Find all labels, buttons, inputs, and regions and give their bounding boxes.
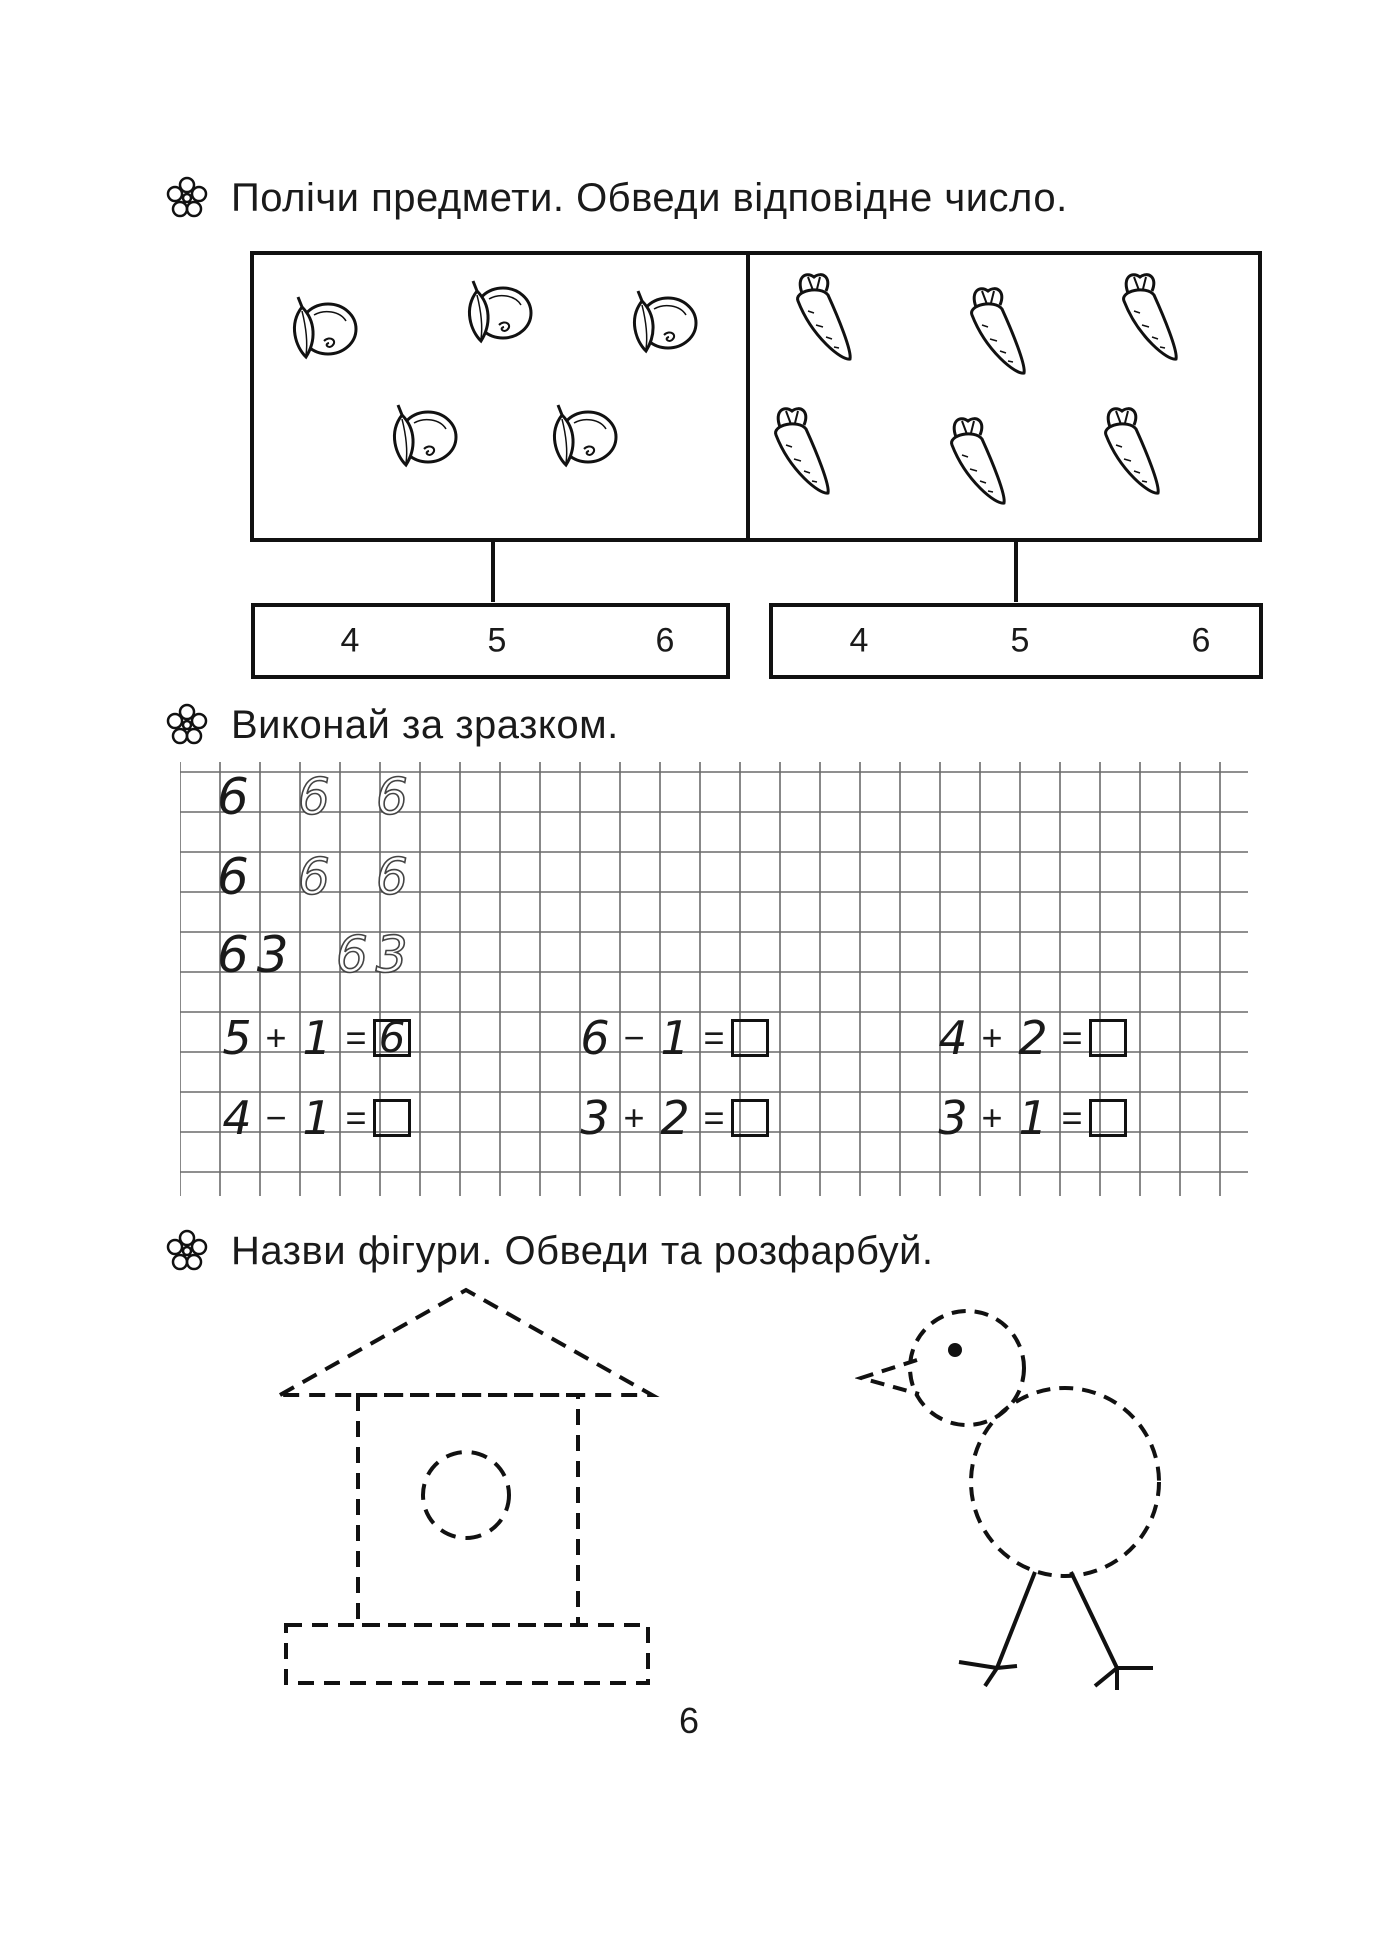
equation: 4 − 1 = [217,1086,411,1150]
chick-figure[interactable] [855,1290,1215,1690]
answer-box[interactable] [731,1019,769,1057]
equation: 5 + 1 = 6 [217,1006,411,1070]
body-rectangle [358,1395,578,1625]
traced-digit[interactable]: 6 [298,848,330,906]
flower-icon [165,176,209,220]
carrots-group [750,255,1258,538]
traced-digit[interactable]: 6 [298,768,330,826]
carrot-image [972,289,1025,373]
plum-image [554,405,616,465]
left-number-options [251,603,730,679]
body-circle [971,1388,1159,1576]
traced-digit[interactable]: 6 3 [336,926,404,984]
number-option[interactable]: 4 [340,621,360,660]
answer-box[interactable] [1089,1099,1127,1137]
task-count-instruction: Полічи предмети. Обведи відповідне число. [231,175,1068,220]
answer-box[interactable] [731,1099,769,1137]
page-number: 6 [678,1700,700,1741]
task-copy-heading [165,695,619,755]
answer-box[interactable] [1089,1019,1127,1057]
flower-icon [165,1229,209,1273]
connector-line [1014,542,1018,602]
plum-image [634,291,696,351]
traced-digit[interactable]: 6 [376,768,408,826]
task-count-heading [165,168,1068,228]
right-number-options [769,603,1263,679]
carrot-image [1106,409,1159,493]
number-option[interactable]: 5 [1010,621,1030,660]
equation: 3 + 1 = [933,1086,1127,1150]
answer-box[interactable]: 6 [373,1019,411,1057]
task-shapes-instruction: Назви фігури. Обведи та розфарбуй. [231,1228,934,1273]
plum-image [394,405,456,465]
sample-digit: 6 [217,848,249,906]
roof-triangle [280,1290,652,1395]
eye-dot [948,1343,962,1357]
plum-image [294,297,356,357]
plum-image [469,281,531,341]
carrot-image [798,275,851,359]
carrot-image [1124,275,1177,359]
number-option[interactable]: 6 [655,621,675,660]
connector-line [491,542,495,602]
plums-group [254,255,748,538]
number-option[interactable]: 5 [487,621,507,660]
answer-box[interactable] [373,1099,411,1137]
base-rectangle [286,1625,648,1683]
carrot-image [776,409,829,493]
hole-circle [423,1452,509,1538]
carrot-image [952,419,1005,503]
number-option[interactable]: 6 [1191,621,1211,660]
task-shapes-heading [165,1221,934,1281]
equation: 3 + 2 = [575,1086,769,1150]
number-option[interactable]: 4 [849,621,869,660]
flower-icon [165,703,209,747]
birdhouse-figure[interactable] [270,1280,670,1690]
equation: 4 + 2 = [933,1006,1127,1070]
sample-digit: 6 3 [217,926,285,984]
sample-digit: 6 [217,768,249,826]
equation: 6 − 1 = [575,1006,769,1070]
copy-exercise [180,762,1248,1196]
traced-digit[interactable]: 6 [376,848,408,906]
task-copy-instruction: Виконай за зразком. [231,702,619,747]
